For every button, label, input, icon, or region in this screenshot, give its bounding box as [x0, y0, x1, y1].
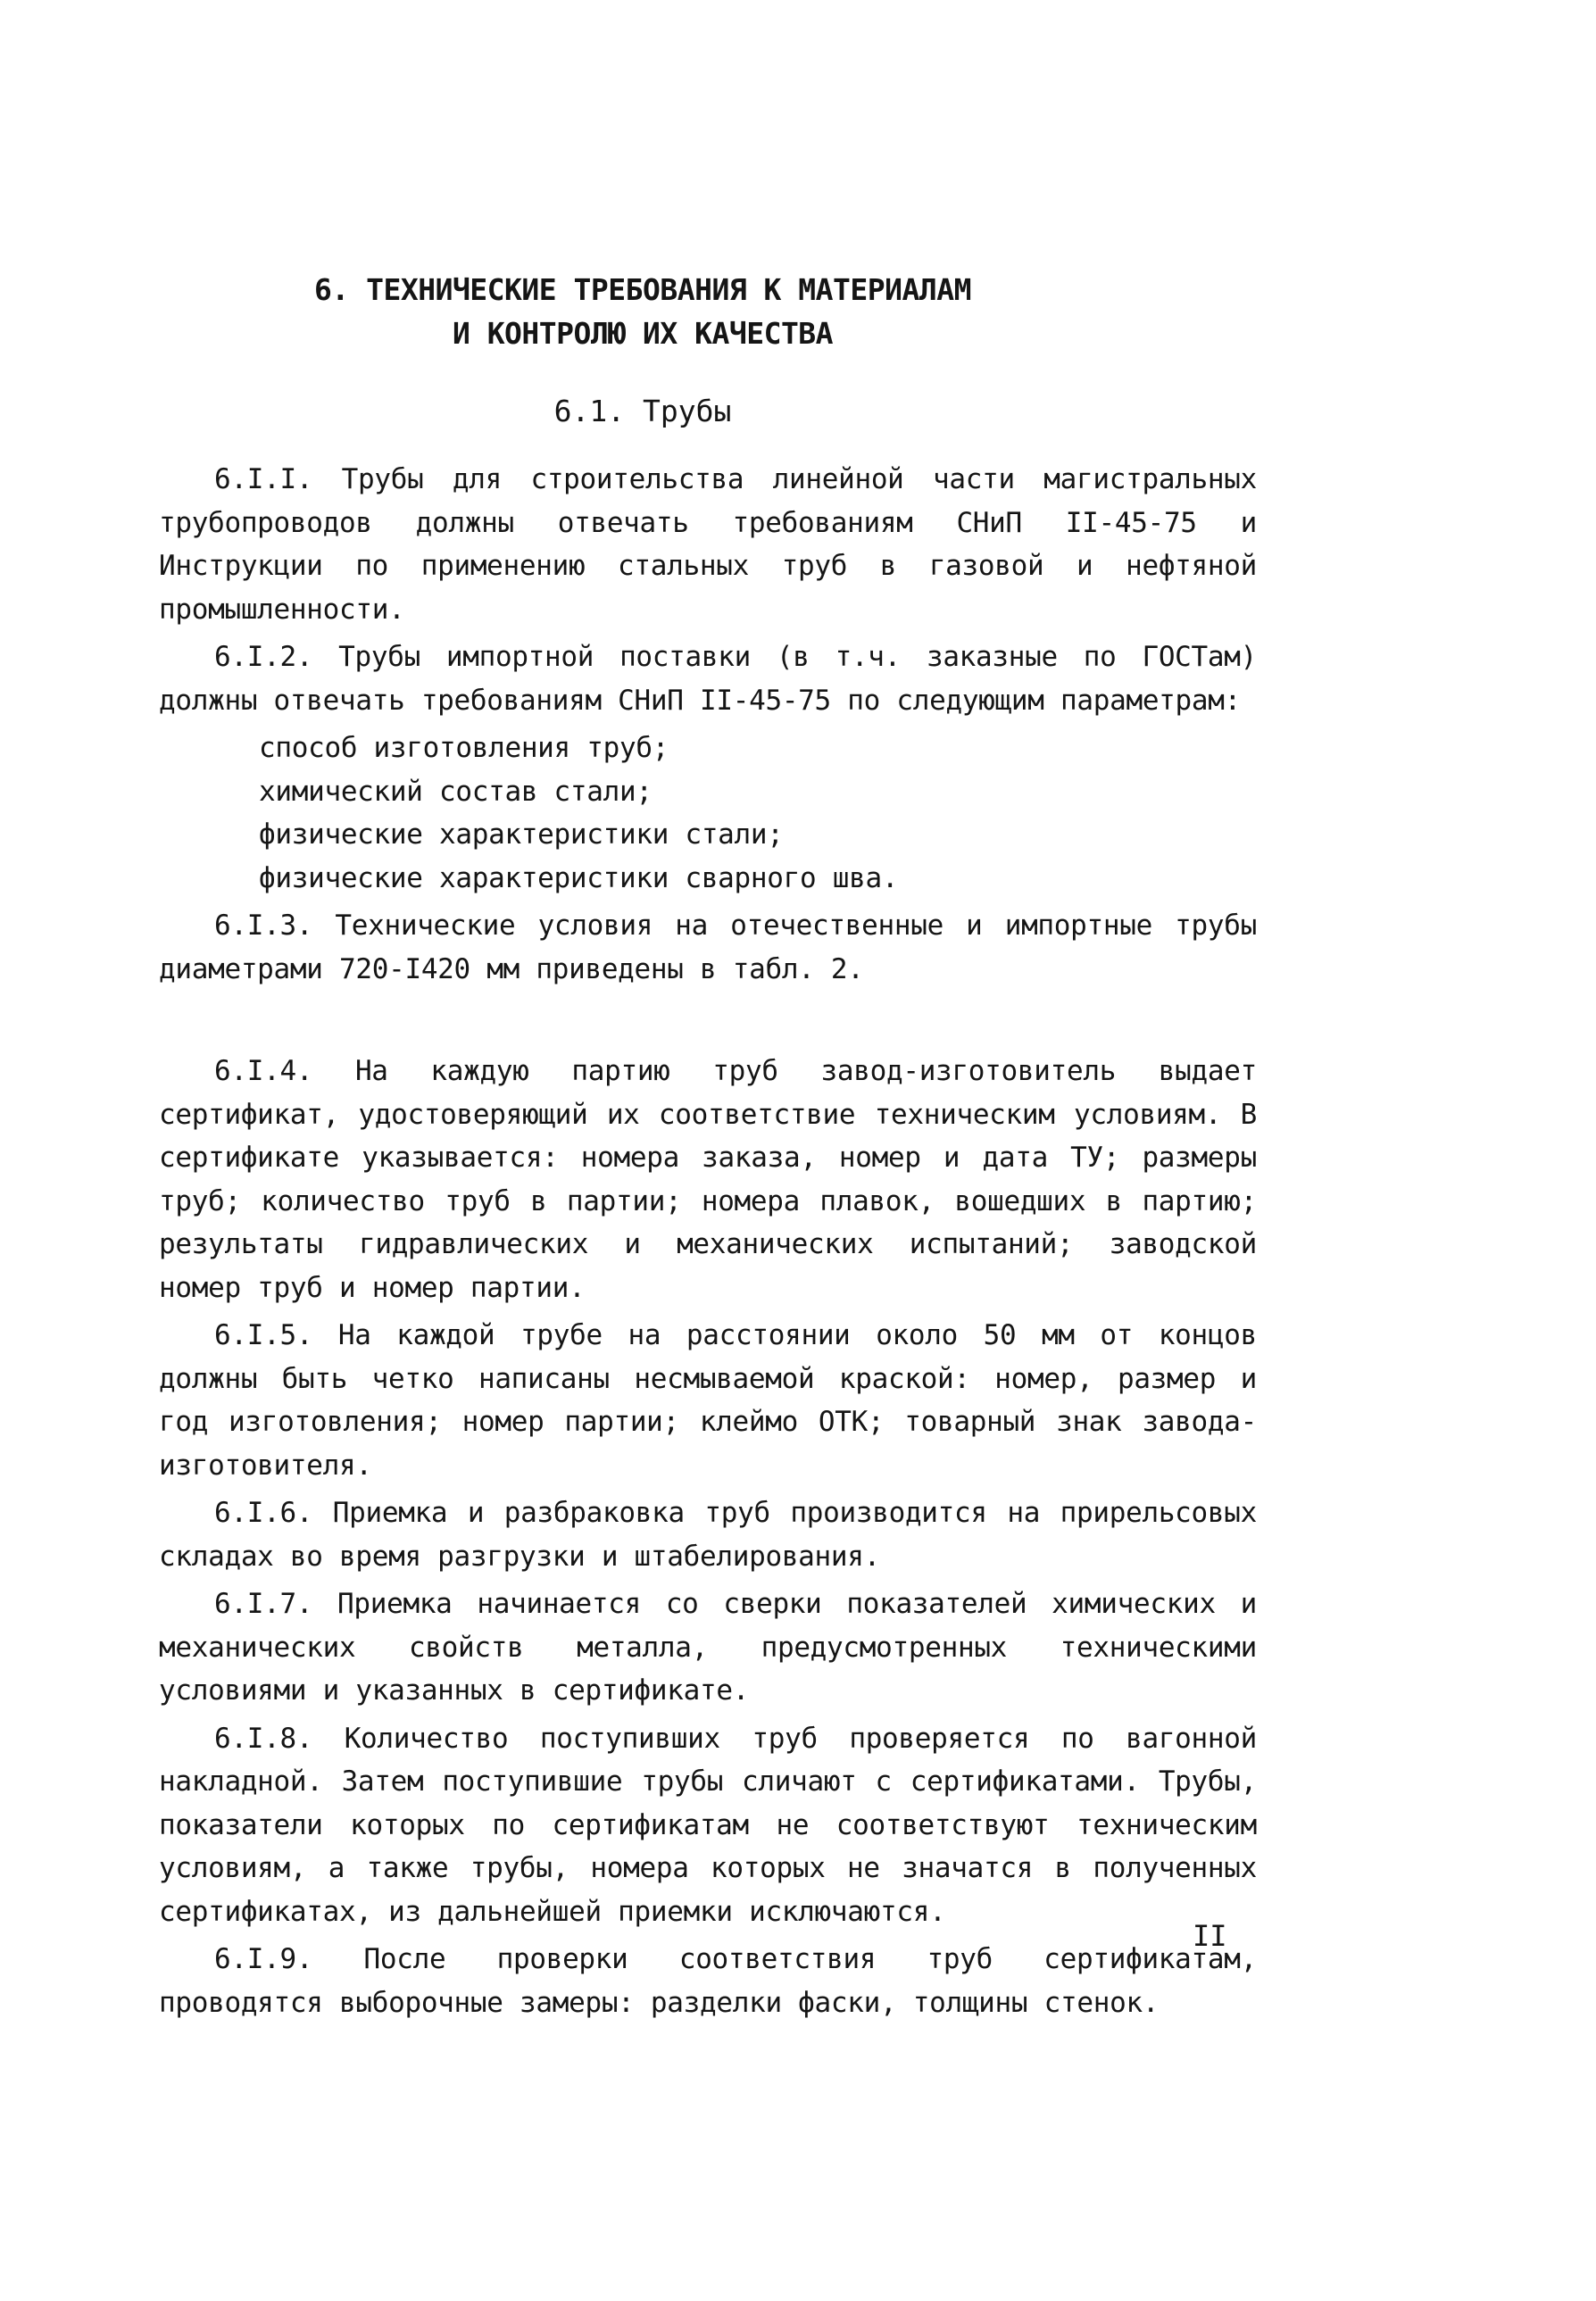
paragraph-6-1-2: 6.I.2. Трубы импортной поставки (в т.ч. заказные по ГОСТам) должны отвечать требованиям СНиП II-45-75 по следующим параметрам: [159, 641, 1257, 717]
section-title-line-1: 6. ТЕХНИЧЕСКИЕ ТРЕБОВАНИЯ К МАТЕРИАЛАМ [314, 272, 971, 307]
subsection-title: 6.1. Трубы [553, 394, 732, 428]
paragraph-6-1-1: 6.I.I. Трубы для строительства линейной части магистральных трубопроводов должны отвечать требованиям СНиП II-45-75 и Инструкции по применению стальных труб в газовой и нефтяной промышленности. [159, 463, 1257, 626]
list-item: физические характеристики сварного шва. [259, 861, 899, 894]
paragraph-6-1-5: 6.I.5. На каждой трубе на расстоянии около 50 мм от концов должны быть четко написаны несмываемой краской: номер, размер и год изготовления; номер партии; клеймо ОТК; товарный знак завода-изготовителя. [159, 1319, 1257, 1482]
section-title-line-2: И КОНТРОЛЮ ИХ КАЧЕСТВА [452, 316, 834, 351]
paragraph-6-1-8: 6.I.8. Количество поступивших труб проверяется по вагонной накладной. Затем поступившие трубы сличают с сертификатами. Трубы, показатели которых по сертификатам не соответствуют техническим условиям, а также трубы, номера которых не значатся в полученных сертификатах, из дальнейшей приемки исключаются. [159, 1722, 1257, 1928]
text-block-2 [159, 1050, 1257, 2029]
parameter-list [159, 727, 1257, 900]
paragraph-6-1-3: 6.I.3. Технические условия на отечественные и импортные трубы диаметрами 720-I420 мм приведены в табл. 2. [159, 910, 1257, 985]
paragraph-6-1-9: 6.I.9. После проверки соответствия труб сертификатам, проводятся выборочные замеры: разделки фаски, толщины стенок. [159, 1943, 1257, 2019]
list-item: способ изготовления труб; [259, 732, 669, 764]
list-item: физические характеристики стали; [259, 818, 784, 851]
page-number: II [1193, 1919, 1227, 1953]
paragraph-6-1-7: 6.I.7. Приемка начинается со сверки показателей химических и механических свойств металла, предусмотренных техническими условиями и указанных в сертификате. [159, 1588, 1257, 1707]
paragraph-6-1-4: 6.I.4. На каждую партию труб завод-изготовитель выдает сертификат, удостоверяющий их соответствие техническим условиям. В сертификате указывается: номера заказа, номер и дата ТУ; размеры труб; количество труб в партии; номера плавок, вошедших в партию; результаты гидравлических и механических испытаний; заводской номер труб и номер партии. [159, 1055, 1257, 1304]
paragraph-6-1-6: 6.I.6. Приемка и разбраковка труб производится на прирельсовых складах во время разгрузки и штабелирования. [159, 1497, 1257, 1573]
section-title [0, 268, 1285, 355]
list-item: химический состав стали; [259, 775, 653, 808]
text-block-1 [159, 458, 1257, 995]
